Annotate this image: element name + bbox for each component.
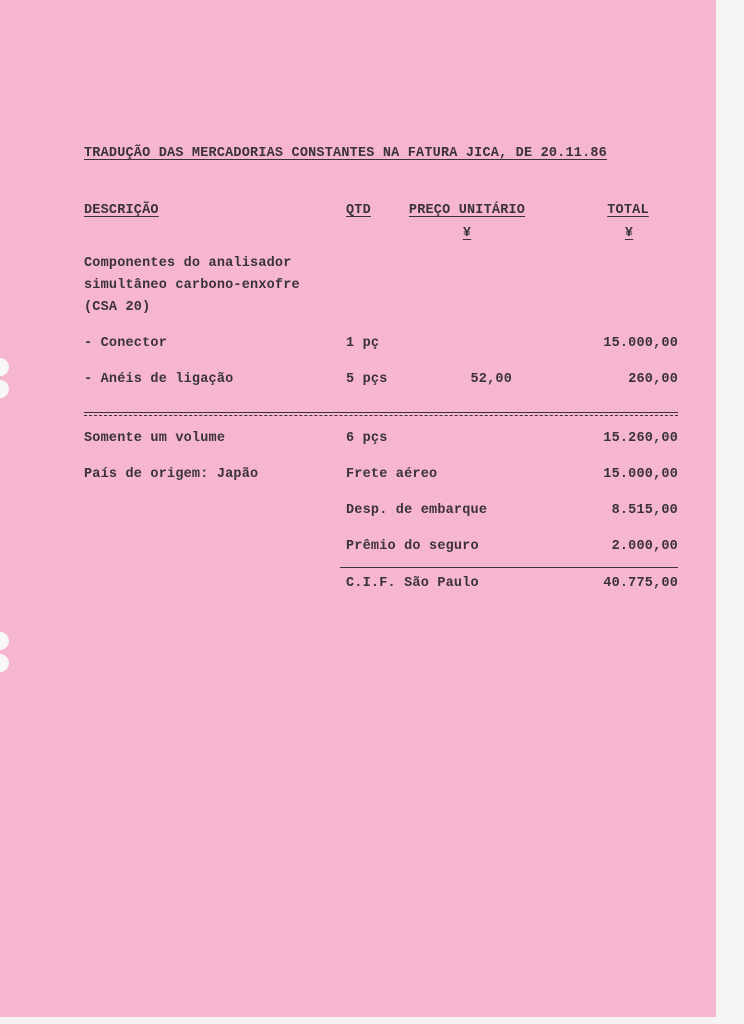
cif-total: 40.775,00 xyxy=(603,576,678,591)
paper-edge-background xyxy=(716,0,744,1024)
product-description-line-1: Componentes do analisador xyxy=(84,256,292,271)
item-aneis-qtd: 5 pçs xyxy=(346,372,388,387)
item-conector-total: 15.000,00 xyxy=(603,336,678,351)
cif-divider xyxy=(340,567,678,568)
punch-hole-bottom-upper xyxy=(0,632,9,650)
cost-despesa-value: 8.515,00 xyxy=(611,503,678,518)
punch-hole-top-upper xyxy=(0,358,9,376)
cost-despesa-label: Desp. de embarque xyxy=(346,503,488,518)
volume-qtd: 6 pçs xyxy=(346,431,388,446)
item-aneis-total: 260,00 xyxy=(628,372,678,387)
product-description-line-3: (CSA 20) xyxy=(84,300,151,315)
volume-label: Somente um volume xyxy=(84,431,226,446)
product-description-line-2: simultâneo carbono-enxofre xyxy=(84,278,300,293)
header-preco-unitario: PREÇO UNITÁRIO xyxy=(408,203,526,218)
header-total-currency: ¥ xyxy=(624,226,634,241)
item-conector-qtd: 1 pç xyxy=(346,336,380,351)
punch-hole-bottom-lower xyxy=(0,654,9,672)
paper-bottom-background xyxy=(0,1017,744,1024)
item-aneis-description: - Anéis de ligação xyxy=(84,372,234,387)
cost-frete-label: Frete aéreo xyxy=(346,467,438,482)
header-total: TOTAL xyxy=(607,203,649,218)
document-title: TRADUÇÃO DAS MERCADORIAS CONSTANTES NA FATURA JICA, DE 20.11.86 xyxy=(84,146,607,161)
items-divider xyxy=(84,412,678,416)
header-descricao: DESCRIÇÃO xyxy=(84,203,159,218)
punch-hole-top-lower xyxy=(0,380,9,398)
cost-seguro-value: 2.000,00 xyxy=(611,539,678,554)
volume-total: 15.260,00 xyxy=(603,431,678,446)
cif-label: C.I.F. São Paulo xyxy=(346,576,479,591)
origin-label: País de origem: Japão xyxy=(84,467,259,482)
header-qtd: QTD xyxy=(346,203,371,218)
header-preco-unitario-currency: ¥ xyxy=(462,226,472,241)
item-conector-description: - Conector xyxy=(84,336,168,351)
cost-seguro-label: Prêmio do seguro xyxy=(346,539,479,554)
cost-frete-value: 15.000,00 xyxy=(603,467,678,482)
item-aneis-unit-price: 52,00 xyxy=(470,372,512,387)
